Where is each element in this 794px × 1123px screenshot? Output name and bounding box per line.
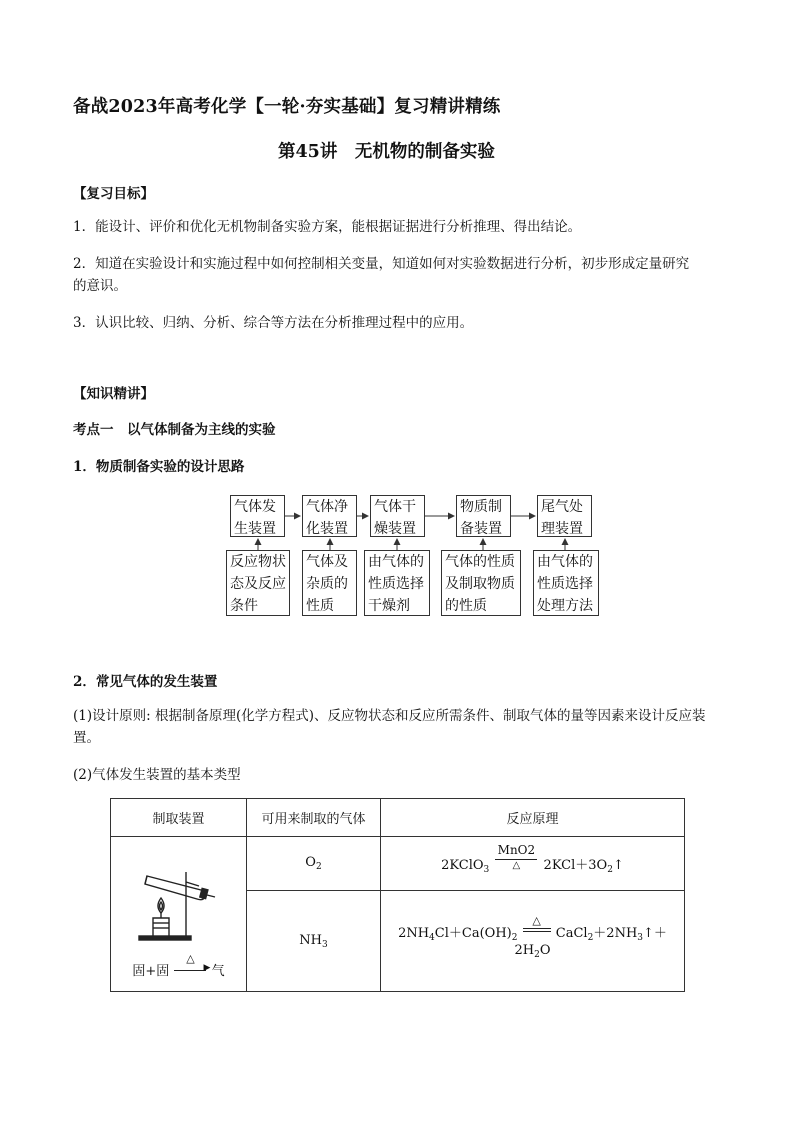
eq-sub: 3	[483, 864, 490, 875]
flow-note-line: 反应物状	[230, 554, 286, 570]
flow-box-line: 气体干	[374, 499, 416, 515]
flow-note-line: 条件	[230, 598, 258, 614]
eq-sub: 4	[429, 933, 435, 943]
flow-note-line: 及制取物质	[445, 576, 515, 592]
section-2-title: 2．常见气体的发生装置	[73, 674, 218, 690]
heat-symbol: △	[512, 859, 521, 871]
flow-box-line: 燥装置	[374, 521, 416, 537]
arrow-line	[174, 970, 206, 971]
arrow-head-icon: ▶	[203, 962, 211, 973]
gas-symbol: NH	[299, 932, 322, 948]
flow-note-line: 态及反应	[230, 576, 286, 592]
eq-sub: 2	[587, 933, 594, 943]
design-principle-line1: (1)设计原则: 根据制备原理(化学方程式)、反应物状态和反应所需条件、制取气体的量等因素来设计反应装	[73, 708, 706, 724]
catalyst-label: MnO2	[497, 842, 536, 857]
flow-note-line: 气体及	[306, 554, 348, 570]
goal-2-cont: 的意识。	[73, 278, 127, 294]
flow-box-line: 化装置	[306, 521, 348, 537]
gas-o2	[247, 837, 381, 891]
eq-part: ↑	[612, 857, 624, 873]
eq-part: 2NH	[398, 926, 430, 941]
eq-bar	[523, 931, 551, 932]
gas-subscript: 2	[315, 862, 322, 872]
eq-sub: 2	[511, 933, 518, 943]
solid-heating-apparatus-icon	[129, 850, 229, 950]
design-principle-line2: 置。	[73, 730, 100, 746]
eq-part: Cl＋Ca(OH)	[434, 926, 512, 941]
flow-note-line: 的性质	[445, 598, 487, 614]
apparatus-arrow	[173, 951, 211, 979]
gas-nh3	[247, 891, 381, 992]
flow-box-line: 备装置	[460, 521, 502, 537]
eq-sub: 2	[534, 950, 540, 960]
apparatus-types-title: (2)气体发生装置的基本类型	[73, 767, 241, 783]
goal-2: 2．知道在实验设计和实施过程中如何控制相关变量，知道如何对实验数据进行分析，初步形成定量研究	[73, 256, 690, 272]
flow-note-line: 性质选择	[368, 576, 424, 592]
eq-bar	[523, 928, 551, 929]
flow-box-line: 气体净	[306, 499, 348, 515]
table-row	[111, 837, 685, 891]
eq-part: ＋2NH	[593, 926, 638, 941]
apparatus-label-left: 固+固	[132, 963, 170, 979]
eq-part: 2KCl＋3O	[543, 857, 608, 873]
equation-o2	[381, 837, 685, 891]
eq-part: O	[539, 943, 551, 958]
document-title: 备战2023年高考化学【一轮·夯实基础】复习精讲精练	[73, 97, 501, 117]
eq-sub: 2	[607, 864, 613, 875]
flow-box-line: 生装置	[234, 521, 276, 537]
eq-sub: 3	[637, 933, 644, 943]
apparatus-label	[111, 951, 246, 979]
eq-part: ↑＋2H	[514, 926, 667, 958]
flow-box-line: 物质制	[460, 499, 502, 515]
flow-note-line: 由气体的	[368, 554, 424, 570]
flow-note-line: 性质	[306, 598, 334, 614]
point-1-title: 考点一 以气体制备为主线的实验	[73, 422, 276, 438]
flow-note-line: 处理方法	[537, 598, 593, 614]
flow-note-line: 气体的性质	[445, 554, 515, 570]
header-principle: 反应原理	[381, 799, 685, 837]
section-1-title: 1．物质制备实验的设计思路	[73, 459, 245, 475]
eq-condition-equals	[522, 914, 552, 938]
apparatus-label-right: 气	[211, 963, 225, 979]
eq-condition-arrow	[493, 842, 539, 871]
eq-part: 2KClO	[441, 857, 484, 873]
gas-generation-table	[110, 798, 685, 992]
flow-note-line: 杂质的	[306, 576, 348, 592]
goal-1: 1．能设计、评价和优化无机物制备实验方案，能根据证据进行分析推理、得出结论。	[73, 219, 582, 235]
flow-note-line: 由气体的	[537, 554, 593, 570]
flow-note-line: 性质选择	[537, 576, 593, 592]
apparatus-cell	[111, 837, 247, 992]
equation-nh3	[381, 891, 685, 992]
heat-symbol: △	[532, 914, 541, 927]
header-apparatus: 制取装置	[111, 799, 247, 837]
gas-symbol: O	[305, 855, 316, 870]
flow-box-line: 理装置	[541, 521, 583, 537]
knowledge-heading: 【知识精讲】	[73, 386, 154, 402]
lesson-title: 第45讲 无机物的制备实验	[278, 142, 495, 162]
flow-box-line: 气体发	[234, 499, 276, 515]
flow-note-line: 干燥剂	[368, 598, 410, 614]
eq-part: CaCl	[555, 926, 588, 941]
goal-3: 3．认识比较、归纳、分析、综合等方法在分析推理过程中的应用。	[73, 315, 474, 331]
table-header-row	[111, 799, 685, 837]
header-gases: 可用来制取的气体	[247, 799, 381, 837]
heat-symbol: △	[186, 951, 195, 965]
gas-subscript: 3	[321, 939, 328, 950]
flow-box-line: 尾气处	[541, 499, 583, 515]
review-goals-heading: 【复习目标】	[73, 186, 154, 202]
